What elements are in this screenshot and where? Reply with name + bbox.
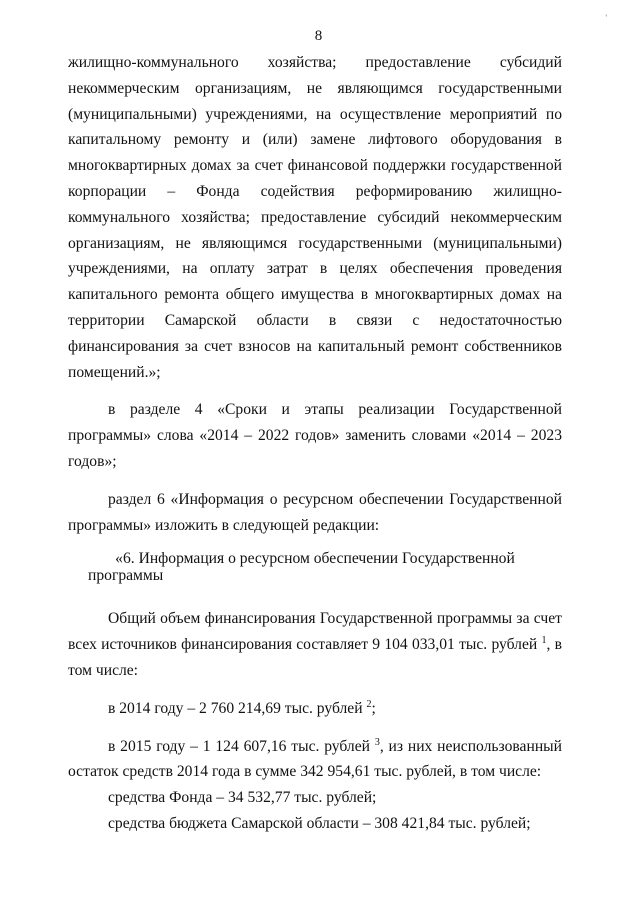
paragraph-funding-2015 xyxy=(68,734,562,786)
footnote-ref-3: 3 xyxy=(374,736,380,748)
funding-2014-text: в 2014 году – 2 760 214,69 тыс. рублей xyxy=(108,699,363,717)
funding-2015-text: в 2015 году – 1 124 607,16 тыс. рублей xyxy=(108,737,370,755)
footnote-ref-1: 1 xyxy=(541,635,547,647)
section-heading: «6. Информация о ресурсном обеспечении Государственной программы xyxy=(88,550,515,585)
corner-mark: ' xyxy=(605,13,607,23)
funding-2014-tail: ; xyxy=(371,699,376,717)
funding-2015-tail: , из них неиспользованный остаток средств 2014 года в сумме 342 954,61 тыс. рублей, в том числе: xyxy=(68,737,562,781)
total-funding-tail: , в том числе: xyxy=(68,636,562,679)
document-body xyxy=(68,50,562,837)
page-number: 8 xyxy=(314,28,323,44)
paragraph-regional-budget: средства бюджета Самарской области – 308 421,84 тыс. рублей; xyxy=(108,814,531,832)
paragraph-section-4-amendment: в разделе 4 «Сроки и этапы реализации Государственной программы» слова «2014 – 2022 годов» заменить словами «2014 – 2023 годов»; xyxy=(68,401,562,470)
total-funding-text: Общий объем финансирования Государственной программы за счет всех источников финансирования составляет 9 104 033,01 тыс. рублей xyxy=(68,610,562,654)
paragraph-funding-2014 xyxy=(68,696,562,722)
footnote-ref-2: 2 xyxy=(366,698,372,710)
paragraph-section-6-amendment: раздел 6 «Информация о ресурсном обеспечении Государственной программы» изложить в следующей редакции: xyxy=(68,490,562,534)
paragraph-total-funding xyxy=(68,606,562,683)
paragraph-fund-means: средства Фонда – 34 532,77 тыс. рублей; xyxy=(108,789,377,807)
paragraph-continuation: жилищно-коммунального хозяйства; предоставление субсидий некоммерческим организациям, не являющимся государственными (муниципальными) учреждениями, на осуществление мероприятий по капитальному ремонту и (или) замене лифтового оборудования в многоквартирных домах за счет финансовой поддержки государственной корпорации – Фонда содействия реформированию жилищно-коммунального хозяйства; предоставление субсидий некоммерческим организациям, не являющимся государственными (муниципальными) учреждениями, на оплату затрат в целях обеспечения проведения капитального ремонта общего имущества в многоквартирных домах на территории Самарской области в связи с недостаточностью финансирования за счет взносов на капитальный ремонт собственников помещений.»; xyxy=(68,54,562,381)
